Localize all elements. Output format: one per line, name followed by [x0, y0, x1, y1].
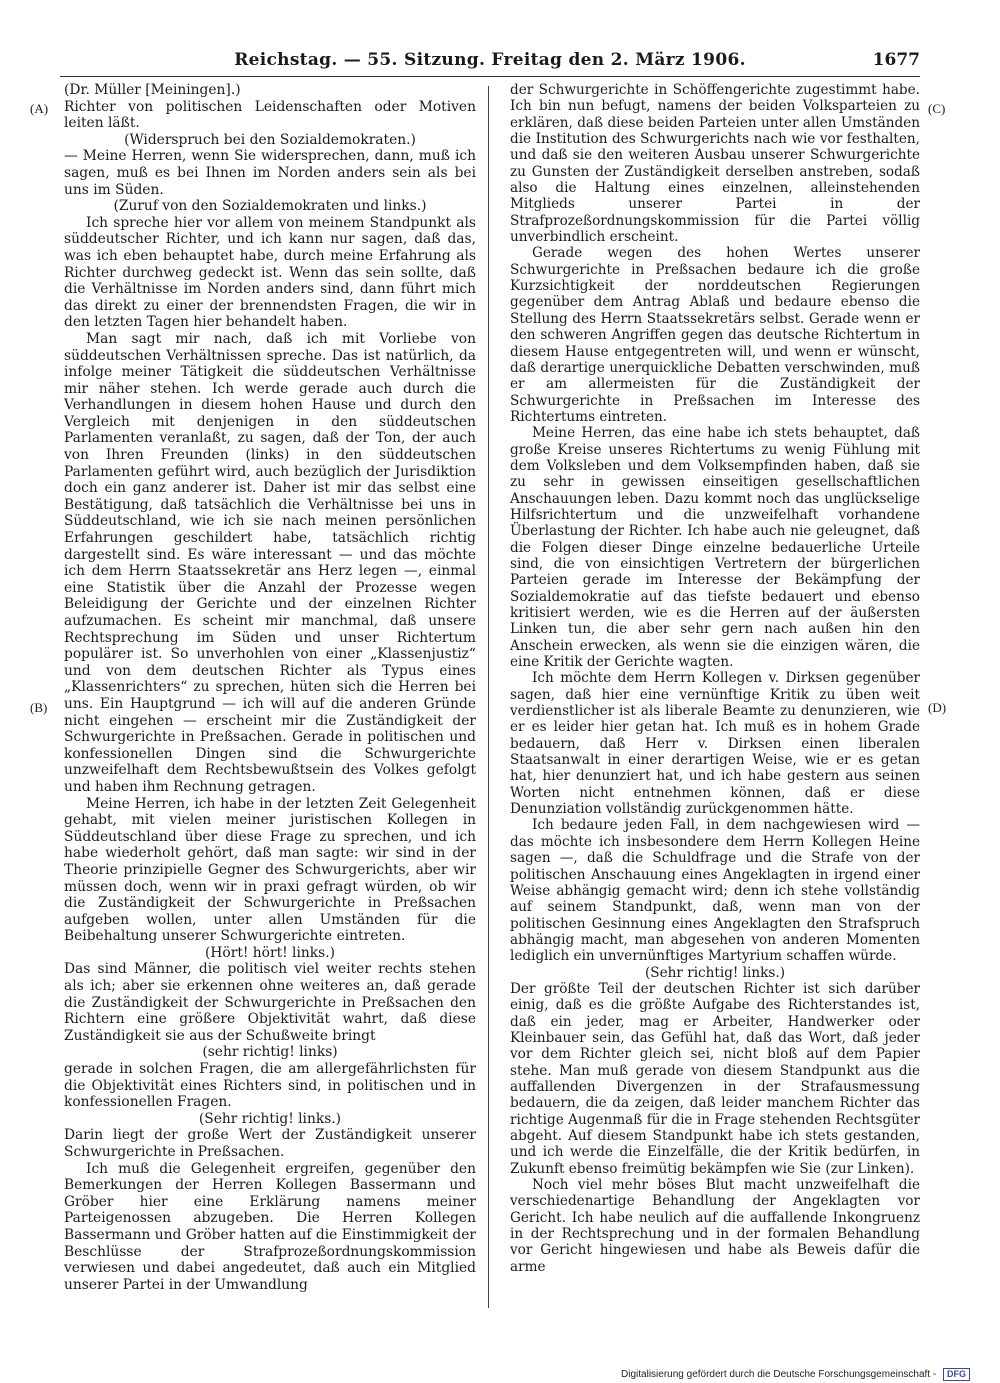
- paragraph: Gerade wegen des hohen Wertes unserer Schwurgerichte in Preßsachen bedaure ich die große Kurzsichtigkeit der norddeutschen Regierungen gegenüber dem Antrag Ablaß und bedaure ebenso die Stellung des Herrn Staatssekretärs selbst. Gerade wenn er den schweren Angriffen gegen das deutsche Richtertum in diesem Hause entgegentreten will, und wenn er wünscht, daß derartige unerquickliche Debatten verschwinden, muß er am allermeisten für die Zuständigkeit der Schwurgerichte in Preßsachen im Interesse des Richtertums eintreten.: [510, 245, 920, 425]
- interjection: (Sehr richtig! links.): [198, 1110, 342, 1127]
- interjection: (Widerspruch bei den Sozialdemokraten.): [124, 131, 416, 148]
- paragraph: Ich muß die Gelegenheit ergreifen, gegenüber den Bemerkungen der Herren Kollegen Bassermann und Gröber hier eine Erklärung namens meiner Parteigenossen abzugeben. Die Herren Kollegen Bassermann und Gröber hatten auf die Einstimmigkeit der Beschlüsse der Strafprozeßordnungskommission verwiesen und dabei angedeutet, daß auch ein Mitglied unserer Partei in der Umwandlung: [64, 1160, 476, 1293]
- page-header-title: Reichstag. — 55. Sitzung. Freitag den 2. März 1906.: [234, 50, 746, 70]
- paragraph: — Meine Herren, wenn Sie widersprechen, dann, muß ich sagen, muß es bei Ihnen im Norden anders sein als bei uns im Süden.: [64, 148, 476, 198]
- margin-mark-a: (A): [30, 101, 49, 116]
- paragraph: Das sind Männer, die politisch viel weiter rechts stehen als ich; aber sie erkennen ohne weiteres an, daß gerade die Zuständigkeit der Schwurgerichte in Preßsachen den Richtern eine größere Objektivität wahrt, daß diese Zuständigkeit sie aus der Schußweite bringt: [64, 961, 476, 1044]
- page-header: [60, 46, 920, 76]
- interjection: (Zuruf von den Sozialdemokraten und links.): [113, 198, 427, 215]
- column-divider: [488, 86, 489, 1308]
- footer-credit-text: Digitalisierung gefördert durch die Deutsche Forschungsgemeinschaft -: [621, 1369, 937, 1381]
- paragraph: gerade in solchen Fragen, die am allergefährlichsten für die Objektivität eines Richters sind, in politischen und in konfessionellen Fragen.: [64, 1061, 476, 1111]
- header-divider: [60, 76, 920, 77]
- dfg-logo: DFG: [943, 1368, 970, 1381]
- paragraph: der Schwurgerichte in Schöffengerichte zugestimmt habe. Ich bin nun befugt, namens der beiden Volksparteien zu erklären, daß diese beiden Parteien unter allen Umständen die Institution des Schwurgerichts nach wie vor festhalten, und daß sie den weiteren Ausbau unserer Schwurgerichte zu Gunsten der Zuständigkeit derselben anstreben, sodaß also die Haltung eines einzelnen, alleinstehenden Mitglieds unserer Partei in der Strafprozeßordnungskommission für die Partei völlig unverbindlich erscheint.: [510, 82, 920, 246]
- footer-credit: [621, 1368, 970, 1381]
- paragraph: Meine Herren, das eine habe ich stets behauptet, daß große Kreise unseres Richtertums zu wenig Fühlung mit dem Volksleben und dem Volksempfinden haben, daß sie zu sehr in gewissen einseitigen gesellschaftlichen Anschauungen leben. Dazu kommt noch das unglückselige Hilfsrichtertum und die unzweifelhaft vorhandene Überlastung der Richter. Ich habe auch nie geleugnet, daß die Folgen dieser Dinge einzelne bedauerliche Urteile sind, die von einsichtigen Vertretern der bürgerlichen Parteien gerade im Interesse der Bekämpfung der Sozialdemokratie auf das tiefste bedauert und ebenso kritisiert werden, wie es die Herren auf der äußersten Linken tun, die aber sehr gern nach außen hin den Anschein erwecken, als wenn sie die einzigen wären, die eine Kritik der Gerichte wagten.: [510, 425, 920, 671]
- margin-mark-b: (B): [30, 700, 48, 715]
- right-text-column: [510, 82, 920, 1275]
- paragraph: Richter von politischen Leidenschaften oder Motiven leiten läßt.: [64, 98, 476, 132]
- paragraph: Man sagt mir nach, daß ich mit Vorliebe von süddeutschen Verhältnissen spreche. Das ist natürlich, da infolge meiner Tätigkeit die süddeutschen Verhältnisse mir näher stehen. Ich werde gerade auch durch die Verhandlungen in diesem hohen Hause und durch den Vergleich mit denjenigen in den süddeutschen Parlamenten veranlaßt, zu sagen, daß der Ton, der auch von Ihren Freunden (links) in den süddeutschen Parlamenten geführt wird, auch bezüglich der Jurisdiktion doch ein ganz anderer ist. Daher ist mir das selbst eine Bestätigung, daß tatsächlich die Verhältnisse bei uns in Süddeutschland, wie ich sie nach meinen persönlichen Erfahrungen geschildert habe, tatsächlich richtig dargestellt sind. Es wäre interessant — und das möchte ich dem Herrn Staatssekretär ans Herz legen —, einmal eine Statistik über die Anzahl der Prozesse wegen Beleidigung der Gerichte und der einzelnen Richter aufzumachen. Es scheint mir manchmal, daß unsere Rechtsprechung im Süden und unser Richtertum populärer ist. So unverhohlen von einer „Klassenjustiz“ und von dem deutschen Richter als Typus eines „Klassenrichters“ zu sprechen, hüten sich die Herren bei uns. Ein Hauptgrund — ich will auf die anderen Gründe nicht eingehen — erscheint mir die Zuständigkeit der Schwurgerichte in Preßsachen. Gerade in politischen und konfessionellen Dingen sind die Schwurgerichte unzweifelhaft dem Rechtsbewußtsein des Volkes gefolgt und haben ihm Rechnung getragen.: [64, 330, 476, 795]
- interjection: (Hört! hört! links.): [205, 944, 335, 961]
- left-text-column: [64, 82, 476, 1293]
- margin-mark-d: (D): [928, 700, 947, 715]
- paragraph: Noch viel mehr böses Blut macht unzweifelhaft die verschiedenartige Behandlung der Angeklagten vor Gericht. Ich habe neulich auf die auffallende Inkongruenz in der Rechtsprechung und in der formalen Behandlung vor Gericht hingewiesen und habe als Beweis dafür die arme: [510, 1177, 920, 1275]
- interjection: (sehr richtig! links): [202, 1044, 338, 1061]
- paragraph: Ich möchte dem Herrn Kollegen v. Dirksen gegenüber sagen, daß hier eine vernünftige Kritik zu üben weit verdienstlicher ist als liberale Beamte zu denunzieren, wie er es leider hier getan hat. Ich muß es in hohem Grade bedauern, daß Herr v. Dirksen einen liberalen Staatsanwalt in einer derartigen Weise, wie er es getan hat, hier denunziert hat, und ich habe gestern aus seinen Worten nicht entnehmen können, daß er diese Denunziation vollständig zurückgenommen hätte.: [510, 670, 920, 818]
- interjection: (Sehr richtig! links.): [644, 964, 786, 981]
- paragraph: Ich spreche hier vor allem von meinem Standpunkt als süddeutscher Richter, und ich kann nur sagen, daß das, was ich eben behauptet habe, durch meine Erfahrung als Richter durchweg gedeckt ist. Wenn das sein sollte, daß die Verhältnisse im Norden anders sind, dann führt mich das direkt zu einer der brennendsten Fragen, die wir in den letzten Tagen hier behandelt haben.: [64, 214, 476, 331]
- paragraph: Der größte Teil der deutschen Richter ist sich darüber einig, daß es die größte Aufgabe des Richterstandes ist, daß ein jeder, mag er Arbeiter, Handwerker oder Kleinbauer sein, das Gefühl hat, daß das Wort, daß jeder vor dem Richter gleich sei, nicht bloß auf dem Papier stehe. Man muß gerade von diesem Standpunkt aus die auffallenden Divergenzen in der Strafausmessung bedauern, die da zeigen, daß leider manchem Richter das richtige Augenmaß für die in Frage stehenden Rechtsgüter abgeht. Auf diesem Standpunkt habe ich stets gestanden, und ich werde die Einzelfälle, die der Kritik bedürfen, in Zukunft ebenso freimütig bekämpfen wie Sie (zur Linken).: [510, 980, 920, 1177]
- margin-mark-c: (C): [928, 101, 946, 116]
- speaker-label: (Dr. Müller [Meiningen].): [64, 82, 241, 98]
- paragraph: Ich bedaure jeden Fall, in dem nachgewiesen wird — das möchte ich insbesondere dem Herrn Kollegen Heine sagen —, daß die Schuldfrage und die Strafe von der politischen Anschauung eines Angeklagten in irgend einer Weise abhängig gemacht wird; denn ich stehe vollständig auf seinem Standpunkt, daß, wenn man von der politischen Gesinnung eines Angeklagten den Strafspruch abhängig macht, man abgesehen von anderen Momenten lediglich ein unvernünftiges Martyrium schaffen würde.: [510, 817, 920, 965]
- page-number: 1677: [872, 50, 920, 70]
- paragraph: Meine Herren, ich habe in der letzten Zeit Gelegenheit gehabt, mit vielen meiner juristischen Kollegen in Süddeutschland über diese Frage zu sprechen, und ich habe wiederholt gehört, daß man sagte: wir sind in der Theorie prinzipielle Gegner des Schwurgerichts, aber wir müssen doch, wenn wir in praxi gefragt würden, ob wir die Zuständigkeit der Schwurgerichte in Preßsachen aufgeben wollen, unter allen Umständen für die Beibehaltung unserer Schwurgerichte eintreten.: [64, 795, 476, 945]
- paragraph: Darin liegt der große Wert der Zuständigkeit unserer Schwurgerichte in Preßsachen.: [64, 1127, 476, 1160]
